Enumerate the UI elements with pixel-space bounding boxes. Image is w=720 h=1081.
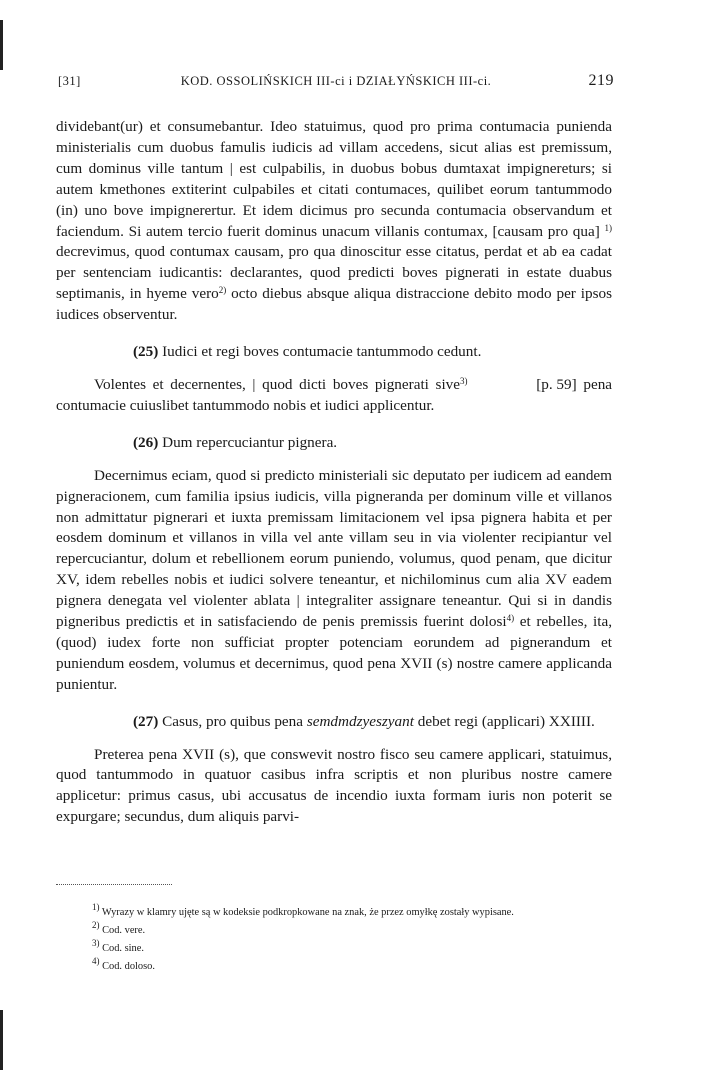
footnote-1: $^{1)}$ Wyrazy w klamry ujęte są w kodeksie podkropkowane na znak, że przez omyłkę zostały wypisane.	[92, 902, 514, 918]
section-number: [31]	[58, 74, 81, 88]
footnote-2: $^{2)}$ Cod. vere.	[92, 920, 146, 936]
footnote-ref-4: 4)	[506, 613, 515, 624]
section-25-heading: (25) Iudici et regi boves contumacie tantummodo cedunt.	[133, 343, 482, 361]
section-27-heading: (27) Casus, pro quibus pena semdmdzyeszyant debet regi (applicari) XXIIII.	[133, 712, 595, 730]
scan-edge-mark-top	[0, 20, 3, 70]
paragraph-continuation: dividebant(ur) et consumebantur. Ideo statuimus, quod pro prima contumacia punienda ministerialis cum duobus famulis iudicis ad villam accedens, sicut alias est premissum, cum dominus ville tantum | est culpabilis, in duobus bobus dumtaxat impignereturs; si autem kmethones extiterint culpabiles et citati contumaces, quilibet eorum tantummodo (in) uno bove impignerertur. Et idem dicimus pro secunda contumacia observandum et faciendum. Si autem tercio fuerit dominus unacum villanis contumax, [causam pro qua] $^{1)}$ decrevimus, quod contumax causam, pro qua dinoscitur esse citatus, perdat et ab ea cadat per sentenciam iudicantis: declarantes, quod predicti boves pignerati in estate duabus septimanis, in hyeme vero$^{2)}$ octo diebus absque aliqua distraccione debito modo per ipsos iudices observentur.	[56, 118, 612, 324]
section-26-heading: (26) Dum repercuciantur pignera.	[133, 433, 338, 451]
footnote-ref-2: 2)	[218, 285, 227, 296]
section-26-text: Decernimus eciam, quod si predicto ministeriali sic deputato per iudicem ad eandem pigneracionem, cum familia ipsius iudicis, villa pigneranda per dominum ville et villanos non admittatur pignerari et iuxta premissam limitacionem vel ipsa pignera habita et per eosdem dominum et villanos in villa vel ante villam seu in via violenter recipiantur vel repercuciantur, dolum et rebellionem eorum puniendo, volumus, quod penam, que dicitur XV, idem rebelles nobis et iudici solvere teneantur, et nichilominus cum alia XV eadem pignera denegata vel violenter ablata | integraliter assignare teneantur. Qui si in dandis pigneribus predictis et in satisfaciendo de penis premissis fuerint dolosi$^{4)}$ et rebelles, ita, (quod) iudex forte non sufficiat propter potenciam eorundem ad pignerandum et puniendum eosdem, volumus et decernimus, quod pena XVII (s) nostre camere applicanda punientur.	[56, 466, 612, 693]
header-title: KOD. OSSOLIŃSKICH III-ci i DZIAŁYŃSKICH III-ci.	[180, 74, 492, 88]
scan-edge-mark-bottom	[0, 1010, 3, 1070]
running-header	[58, 72, 614, 96]
footnote-ref-3: 3)	[460, 375, 468, 386]
section-25-text: Volentes et decernentes, | quod dicti boves pignerati sive$^{3)}$ [p. 59] pena contumacie cuiuslibet tantummodo nobis et iudici applicentur.	[56, 375, 613, 414]
footnote-4: $^{4)}$ Cod. doloso.	[92, 956, 155, 972]
main-text	[56, 117, 612, 828]
section-27-text: Preterea pena XVII (s), que conswevit nostro fisco seu camere applicari, statuimus, quod tantummodo in quatuor casibus infra scriptis et non pluribus nostre camere applicetur: primus casus, ubi accusatus de incendio iuxta formam iuris non poterit se expurgare; secundus, dum aliquis parvi-	[56, 745, 612, 826]
page-number: 219	[588, 72, 614, 89]
page-reference: [p. 59]	[536, 375, 577, 393]
footnote-ref-1: 1)	[604, 222, 612, 233]
footnote-3: $^{3)}$ Cod. sine.	[92, 938, 144, 954]
footnotes	[56, 904, 612, 976]
footnote-separator	[56, 884, 172, 885]
